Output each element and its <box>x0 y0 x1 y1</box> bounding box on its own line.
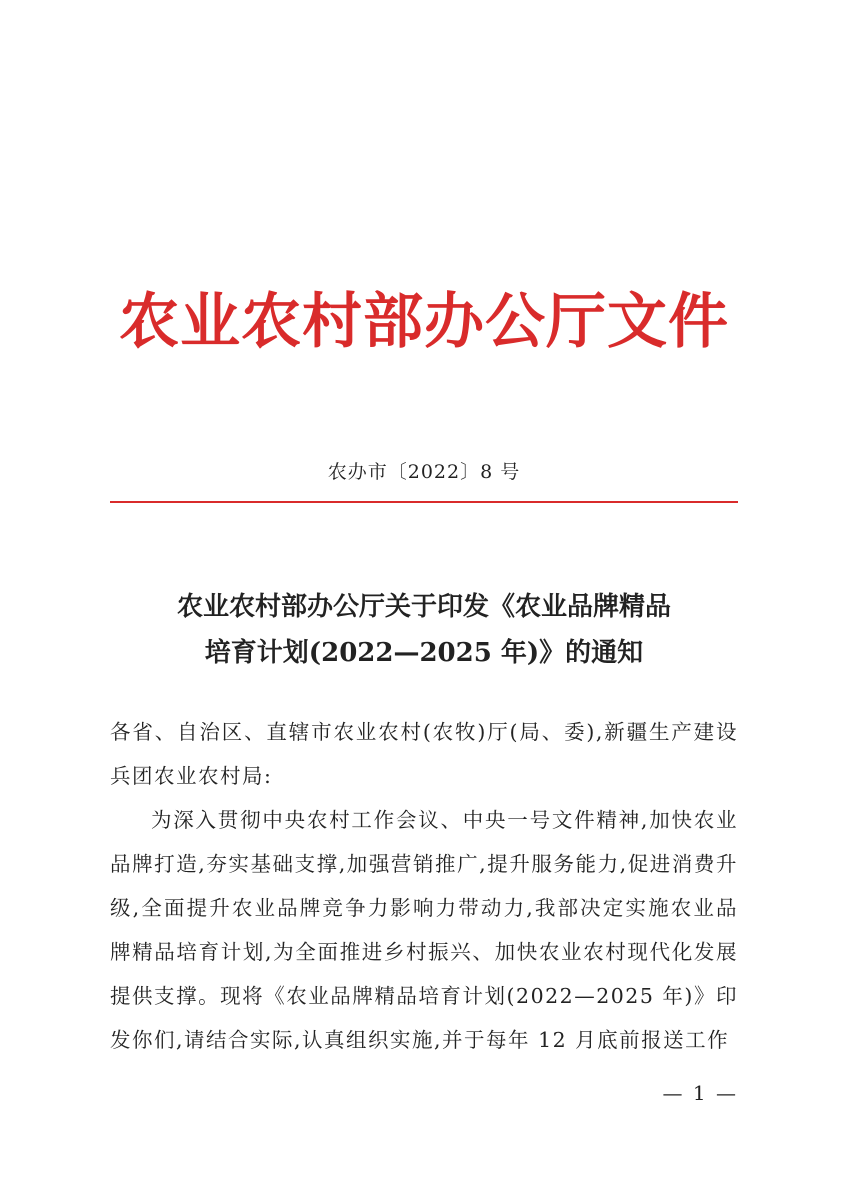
document-number: 农办市〔2022〕8 号 <box>327 461 521 483</box>
document-title-line-1: 农业农村部办公厅关于印发《农业品牌精品 <box>176 592 671 622</box>
document-title <box>110 584 738 676</box>
document-title-line-2: 培育计划(2022—2025 年)》的通知 <box>204 638 644 668</box>
red-divider-line <box>110 501 738 503</box>
salutation: 各省、自治区、直辖市农业农村(农牧)厅(局、委),新疆生产建设兵团农业农村局: <box>110 720 738 788</box>
page-number: — 1 — <box>662 1081 738 1105</box>
document-body <box>110 710 738 1062</box>
document-masthead: 农业农村部办公厅文件 <box>119 287 729 357</box>
body-paragraph: 为深入贯彻中央农村工作会议、中央一号文件精神,加快农业品牌打造,夯实基础支撑,加强营销推广,提升服务能力,促进消费升级,全面提升农业品牌竞争力影响力带动力,我部决定实施农业品牌精品培育计划,为全面推进乡村振兴、加快农业农村现代化发展提供支撑。现将《农业品牌精品培育计划(2022—2025 年)》印发你们,请结合实际,认真组织实施,并于每年 12 月底前报送工作 <box>110 808 738 1052</box>
